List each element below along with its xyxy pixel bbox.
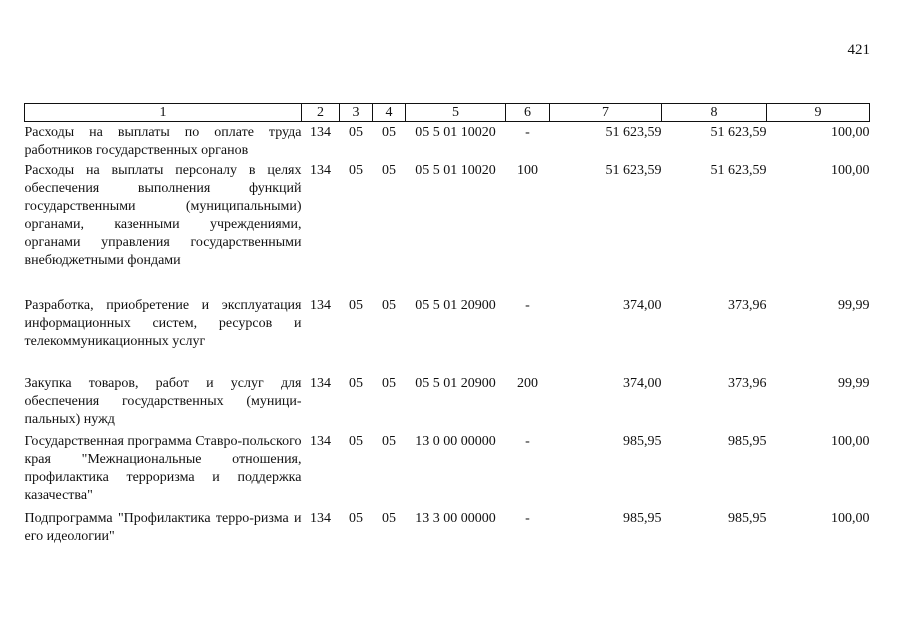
subsection-code: 05 bbox=[382, 163, 396, 178]
expense-name: Разработка, приобретение и эксплуатация информационных систем, ресурсов и телекоммуникационных услуг bbox=[24, 298, 302, 349]
section-code: 05 bbox=[349, 298, 363, 313]
target-article-code: 05 5 01 10020 bbox=[415, 163, 496, 178]
target-article-code: 05 5 01 20900 bbox=[415, 376, 496, 391]
column-header-8: 8 bbox=[662, 104, 767, 122]
table-row bbox=[25, 373, 870, 431]
section-code: 05 bbox=[349, 511, 363, 526]
planned-amount: 51 623,59 bbox=[605, 125, 662, 140]
ministry-code: 134 bbox=[310, 163, 331, 178]
execution-percent: 99,99 bbox=[838, 376, 870, 391]
target-article-code: 13 0 00 00000 bbox=[415, 434, 496, 449]
section-code: 05 bbox=[349, 376, 363, 391]
table-row bbox=[25, 122, 870, 161]
planned-amount: 374,00 bbox=[623, 298, 662, 313]
budget-table bbox=[24, 103, 870, 548]
execution-percent: 100,00 bbox=[831, 125, 870, 140]
target-article-code: 05 5 01 10020 bbox=[415, 125, 496, 140]
page-number: 421 bbox=[847, 42, 870, 58]
subsection-code: 05 bbox=[382, 125, 396, 140]
table-header bbox=[25, 104, 870, 122]
executed-amount: 985,95 bbox=[728, 511, 767, 526]
subsection-code: 05 bbox=[382, 298, 396, 313]
expense-type-code: - bbox=[525, 511, 530, 526]
column-header-4: 4 bbox=[373, 104, 406, 122]
column-header-3: 3 bbox=[340, 104, 373, 122]
planned-amount: 985,95 bbox=[623, 434, 662, 449]
expense-type-code: 200 bbox=[517, 376, 538, 391]
column-header-2: 2 bbox=[302, 104, 340, 122]
subsection-code: 05 bbox=[382, 511, 396, 526]
column-header-7: 7 bbox=[550, 104, 662, 122]
executed-amount: 985,95 bbox=[728, 434, 767, 449]
planned-amount: 51 623,59 bbox=[605, 163, 662, 178]
executed-amount: 51 623,59 bbox=[710, 163, 767, 178]
expense-name: Расходы на выплаты по оплате труда работников государственных органов bbox=[24, 125, 302, 158]
ministry-code: 134 bbox=[310, 434, 331, 449]
section-code: 05 bbox=[349, 125, 363, 140]
expense-name: Подпрограмма "Профилактика терро-ризма и его идеологии" bbox=[24, 511, 302, 544]
table-row bbox=[25, 508, 870, 548]
expense-type-code: - bbox=[525, 125, 530, 140]
ministry-code: 134 bbox=[310, 511, 331, 526]
subsection-code: 05 bbox=[382, 376, 396, 391]
column-header-9: 9 bbox=[767, 104, 870, 122]
column-header-6: 6 bbox=[506, 104, 550, 122]
target-article-code: 13 3 00 00000 bbox=[415, 511, 496, 526]
table-row bbox=[25, 431, 870, 508]
executed-amount: 373,96 bbox=[728, 376, 767, 391]
execution-percent: 100,00 bbox=[831, 163, 870, 178]
executed-amount: 51 623,59 bbox=[710, 125, 767, 140]
section-code: 05 bbox=[349, 163, 363, 178]
planned-amount: 374,00 bbox=[623, 376, 662, 391]
expense-name: Расходы на выплаты персоналу в целях обеспечения выполнения функций государственными (муниципальными) органами, казенными учреждениями, органами управления государственными внебюджетными фондами bbox=[24, 163, 302, 268]
execution-percent: 99,99 bbox=[838, 298, 870, 313]
subsection-code: 05 bbox=[382, 434, 396, 449]
header-row bbox=[25, 104, 870, 122]
ministry-code: 134 bbox=[310, 376, 331, 391]
expense-type-code: 100 bbox=[517, 163, 538, 178]
expense-name: Государственная программа Ставро-польского края "Межнациональные отношения, профилактика терроризма и поддержка казачества" bbox=[24, 434, 302, 503]
section-code: 05 bbox=[349, 434, 363, 449]
column-header-1: 1 bbox=[25, 104, 302, 122]
table-row bbox=[25, 295, 870, 373]
execution-percent: 100,00 bbox=[831, 511, 870, 526]
executed-amount: 373,96 bbox=[728, 298, 767, 313]
expense-type-code: - bbox=[525, 434, 530, 449]
planned-amount: 985,95 bbox=[623, 511, 662, 526]
ministry-code: 134 bbox=[310, 298, 331, 313]
table-body bbox=[25, 122, 870, 549]
table-row bbox=[25, 160, 870, 295]
target-article-code: 05 5 01 20900 bbox=[415, 298, 496, 313]
column-header-5: 5 bbox=[406, 104, 506, 122]
ministry-code: 134 bbox=[310, 125, 331, 140]
execution-percent: 100,00 bbox=[831, 434, 870, 449]
expense-type-code: - bbox=[525, 298, 530, 313]
expense-name: Закупка товаров, работ и услуг для обеспечения государственных (муници-пальных) нужд bbox=[24, 376, 302, 427]
